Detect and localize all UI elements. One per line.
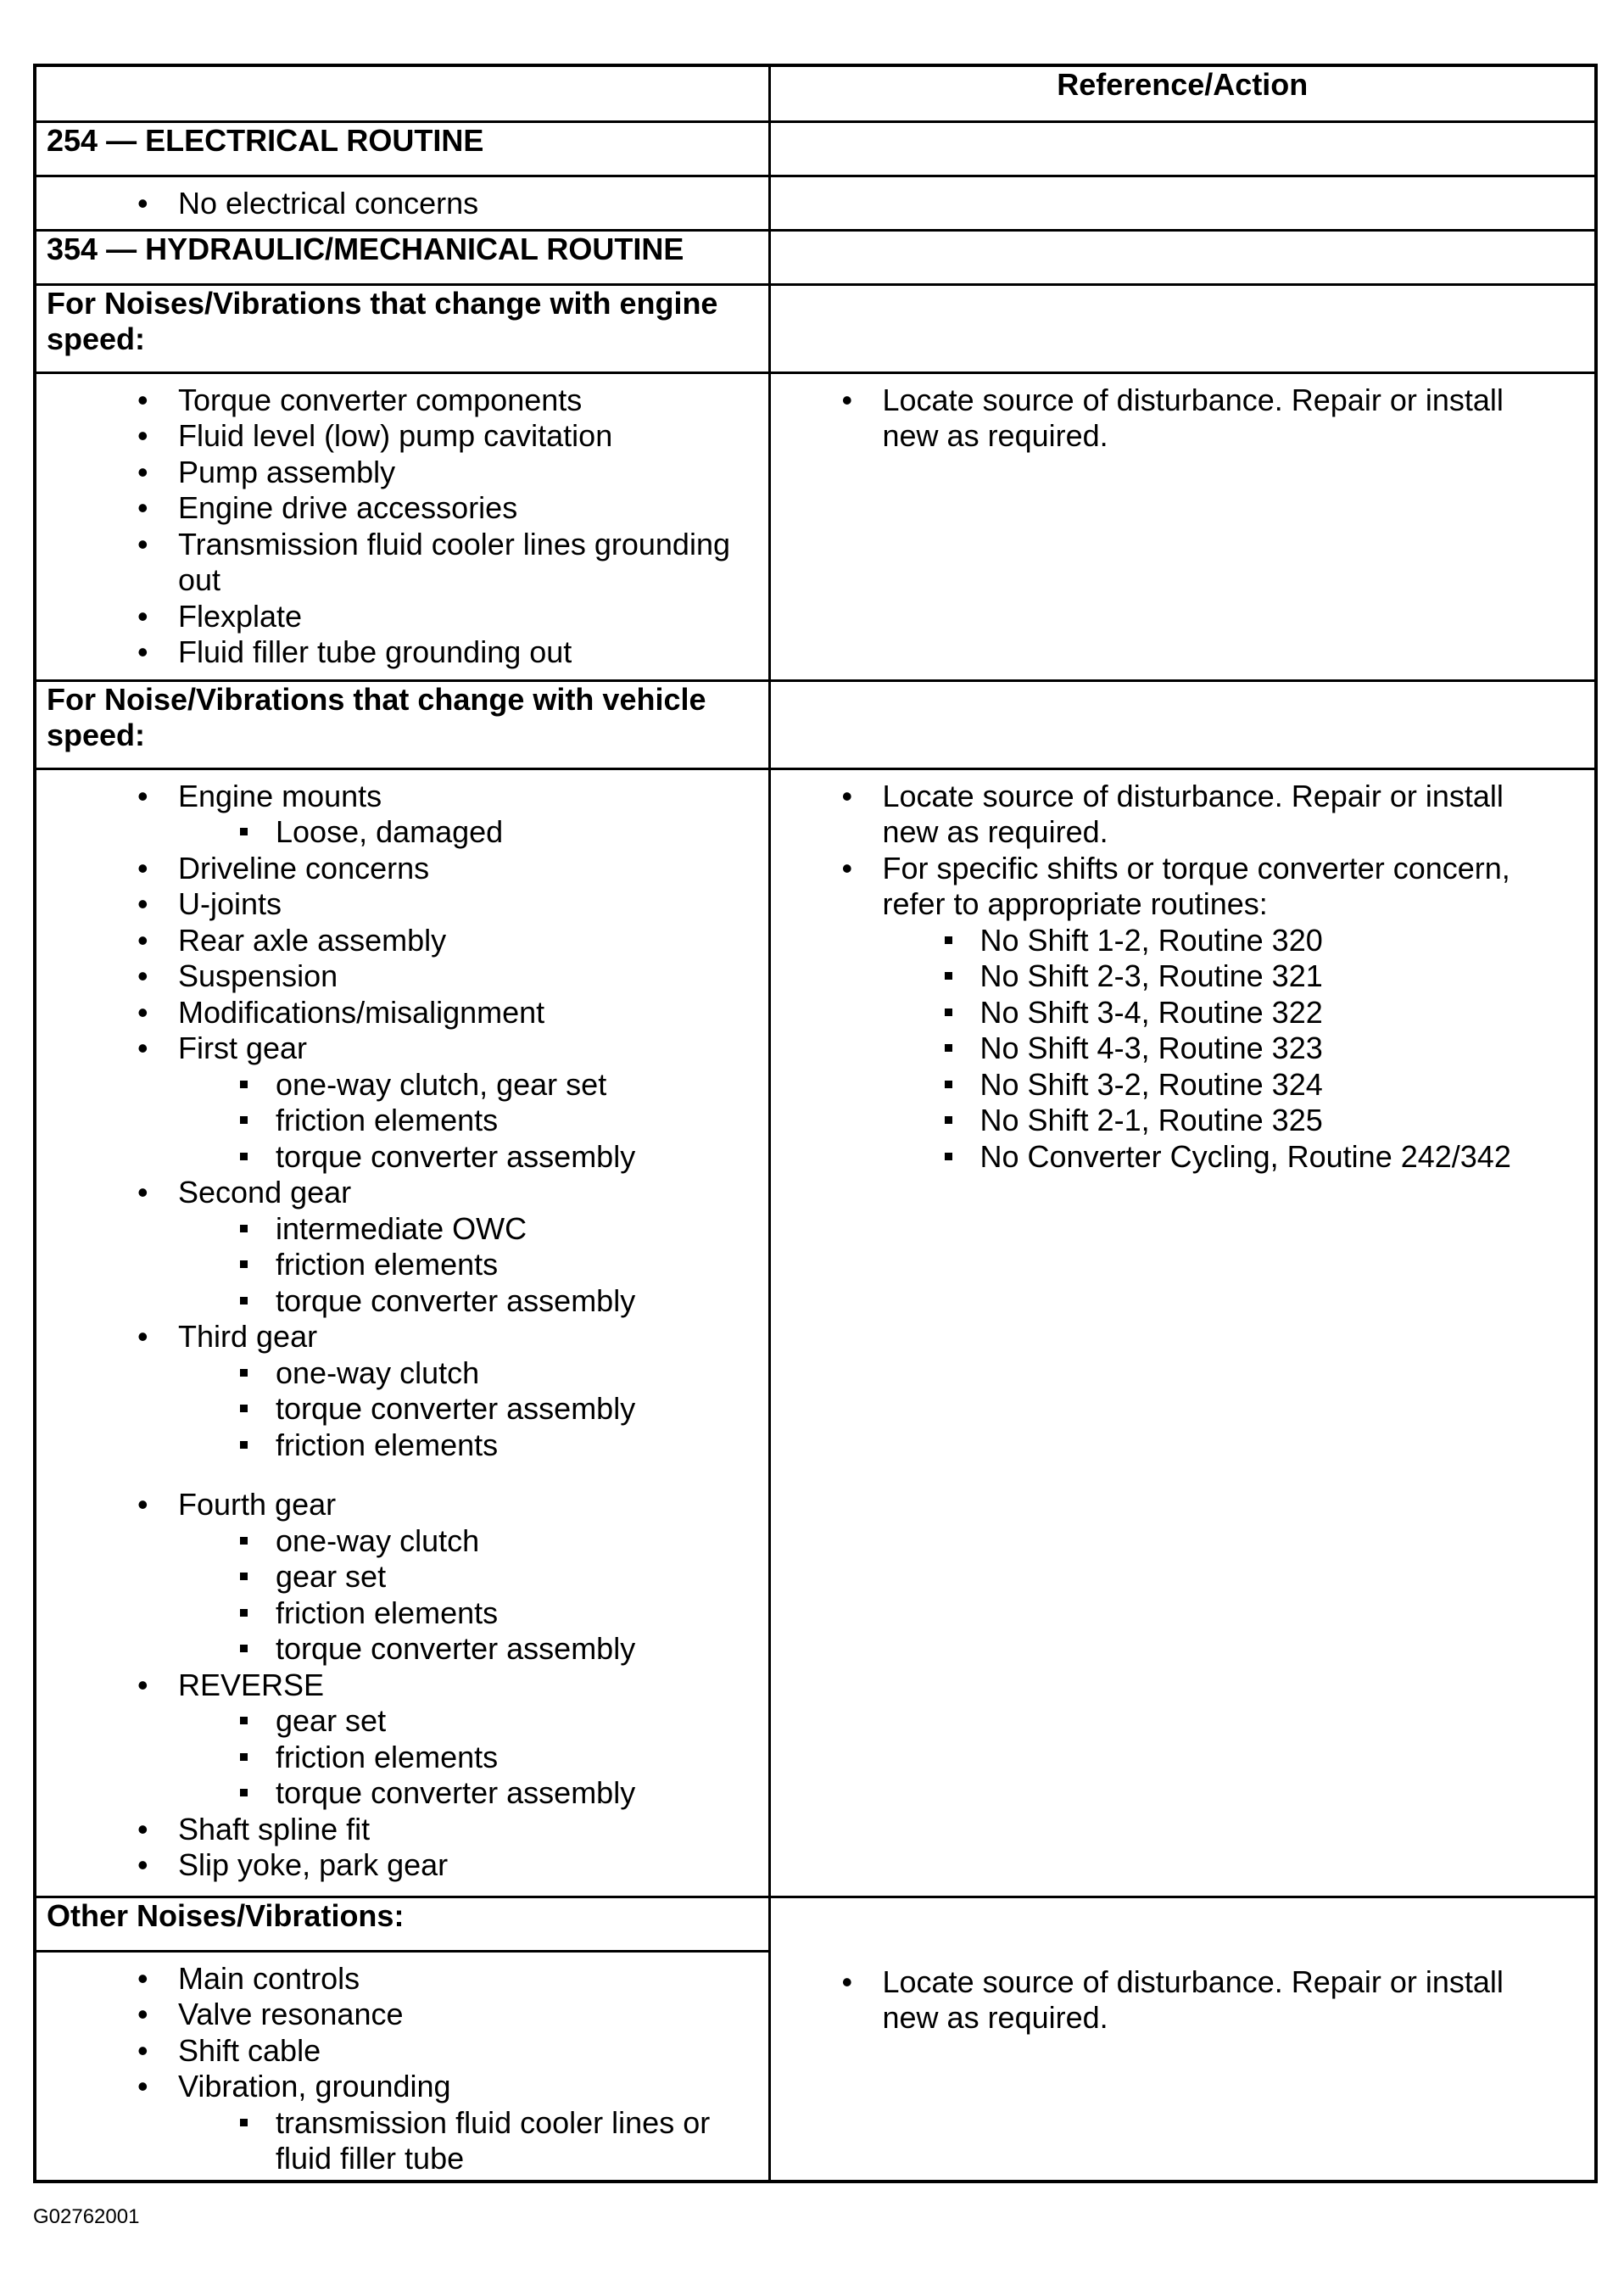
sub-list-item: one-way clutch — [276, 1355, 758, 1392]
sub-list-item: friction elements — [276, 1103, 758, 1139]
sub-list-item: friction elements — [276, 1595, 758, 1632]
list-item — [178, 1319, 758, 1463]
sub-list-item: friction elements — [276, 1427, 758, 1464]
item-label: Third gear — [178, 1319, 318, 1354]
list-item — [883, 851, 1551, 1176]
sub-list-item: torque converter assembly — [276, 1631, 758, 1668]
list-item: • Modifications/misalignment — [178, 995, 758, 1031]
electrical-items-cell — [35, 176, 769, 230]
sub-list-item: Loose, damaged — [276, 814, 758, 851]
list-item: • Shaft spline fit — [178, 1812, 758, 1848]
list-item — [178, 1175, 758, 1319]
list-item: • Locate source of disturbance. Repair or install new as required. — [883, 779, 1551, 851]
table-row — [35, 284, 1596, 372]
figure-code: G02762001 — [33, 2205, 140, 2228]
table-row — [35, 768, 1596, 1897]
vehicle-speed-title: For Noise/Vibrations that change with vehicle speed: — [35, 680, 769, 768]
list-item: • Shift cable — [178, 2033, 758, 2070]
engine-speed-items-cell — [35, 372, 769, 680]
table-header-row — [35, 65, 1596, 121]
list-item: • Torque converter components — [178, 383, 758, 419]
list-item — [178, 1031, 758, 1175]
table-row — [35, 230, 1596, 284]
engine-speed-action-cell — [769, 372, 1596, 680]
table-row — [35, 1897, 1596, 1951]
list-item: • Flexplate — [178, 599, 758, 635]
list-item: • Locate source of disturbance. Repair or install new as required. — [883, 383, 1551, 455]
item-label: Vibration, grounding — [178, 2069, 451, 2103]
empty-cell — [769, 121, 1596, 176]
list-item — [178, 2069, 758, 2177]
empty-cell — [769, 230, 1596, 284]
item-label: REVERSE — [178, 1667, 325, 1702]
empty-cell — [769, 680, 1596, 768]
item-label: Fourth gear — [178, 1487, 337, 1522]
table-row — [35, 680, 1596, 768]
routine-reference: No Shift 1-2, Routine 320 — [980, 923, 1551, 959]
routine-reference: No Shift 2-3, Routine 321 — [980, 958, 1551, 995]
item-label: Engine mounts — [178, 778, 382, 813]
sub-list-item: one-way clutch — [276, 1523, 758, 1560]
vehicle-speed-action-cell — [769, 768, 1596, 1897]
electrical-routine-title: 254 — ELECTRICAL ROUTINE — [35, 121, 769, 176]
routine-reference: No Converter Cycling, Routine 242/342 — [980, 1139, 1551, 1176]
list-item: • U-joints — [178, 886, 758, 923]
other-items-cell — [35, 1951, 769, 2182]
item-label: First gear — [178, 1031, 308, 1065]
sub-list-item: transmission fluid cooler lines or fluid filler tube — [276, 2105, 741, 2177]
header-left-cell — [35, 65, 769, 121]
table-row — [35, 121, 1596, 176]
list-item: • Main controls — [178, 1961, 758, 1997]
list-item: • Engine drive accessories — [178, 490, 758, 527]
list-item: • No electrical concerns — [178, 186, 758, 222]
vehicle-speed-items-cell — [35, 768, 769, 1897]
sub-list-item: gear set — [276, 1703, 758, 1740]
list-item: • Suspension — [178, 958, 758, 995]
item-label: For specific shifts or torque converter concern, refer to appropriate routines: — [882, 850, 1510, 921]
list-item: • Locate source of disturbance. Repair or install new as required. — [883, 1964, 1551, 2036]
list-item — [178, 779, 758, 851]
sub-list-item: friction elements — [276, 1247, 758, 1283]
routine-reference: No Shift 3-2, Routine 324 — [980, 1067, 1551, 1103]
sub-list-item: gear set — [276, 1559, 758, 1595]
other-action-cell — [769, 1897, 1596, 2182]
sub-list-item: friction elements — [276, 1740, 758, 1776]
routine-reference: No Shift 3-4, Routine 322 — [980, 995, 1551, 1031]
list-item — [178, 1668, 758, 1812]
list-item: • Rear axle assembly — [178, 923, 758, 959]
list-item: • Transmission fluid cooler lines grounding out — [178, 527, 758, 599]
diagnostic-table — [33, 64, 1598, 2183]
list-item: • Slip yoke, park gear — [178, 1847, 758, 1884]
sub-list-item: torque converter assembly — [276, 1283, 758, 1320]
sub-list-item: torque converter assembly — [276, 1391, 758, 1427]
table-row — [35, 176, 1596, 230]
empty-cell — [769, 176, 1596, 230]
routine-reference: No Shift 2-1, Routine 325 — [980, 1103, 1551, 1139]
list-item: • Valve resonance — [178, 1997, 758, 2033]
other-noises-title: Other Noises/Vibrations: — [35, 1897, 769, 1951]
empty-cell — [769, 284, 1596, 372]
list-item: • Fluid filler tube grounding out — [178, 634, 758, 671]
routine-reference: No Shift 4-3, Routine 323 — [980, 1031, 1551, 1067]
sub-list-item: intermediate OWC — [276, 1211, 758, 1248]
header-reference-action: Reference/Action — [769, 65, 1596, 121]
sub-list-item: torque converter assembly — [276, 1775, 758, 1812]
engine-speed-title: For Noises/Vibrations that change with engine speed: — [35, 284, 769, 372]
table-row — [35, 372, 1596, 680]
sub-list-item: torque converter assembly — [276, 1139, 758, 1176]
list-item — [178, 1487, 758, 1668]
item-label: Second gear — [178, 1175, 352, 1210]
hydraulic-routine-title: 354 — HYDRAULIC/MECHANICAL ROUTINE — [35, 230, 769, 284]
list-item: • Fluid level (low) pump cavitation — [178, 418, 758, 455]
sub-list-item: one-way clutch, gear set — [276, 1067, 758, 1103]
list-item: • Pump assembly — [178, 455, 758, 491]
list-item: • Driveline concerns — [178, 851, 758, 887]
